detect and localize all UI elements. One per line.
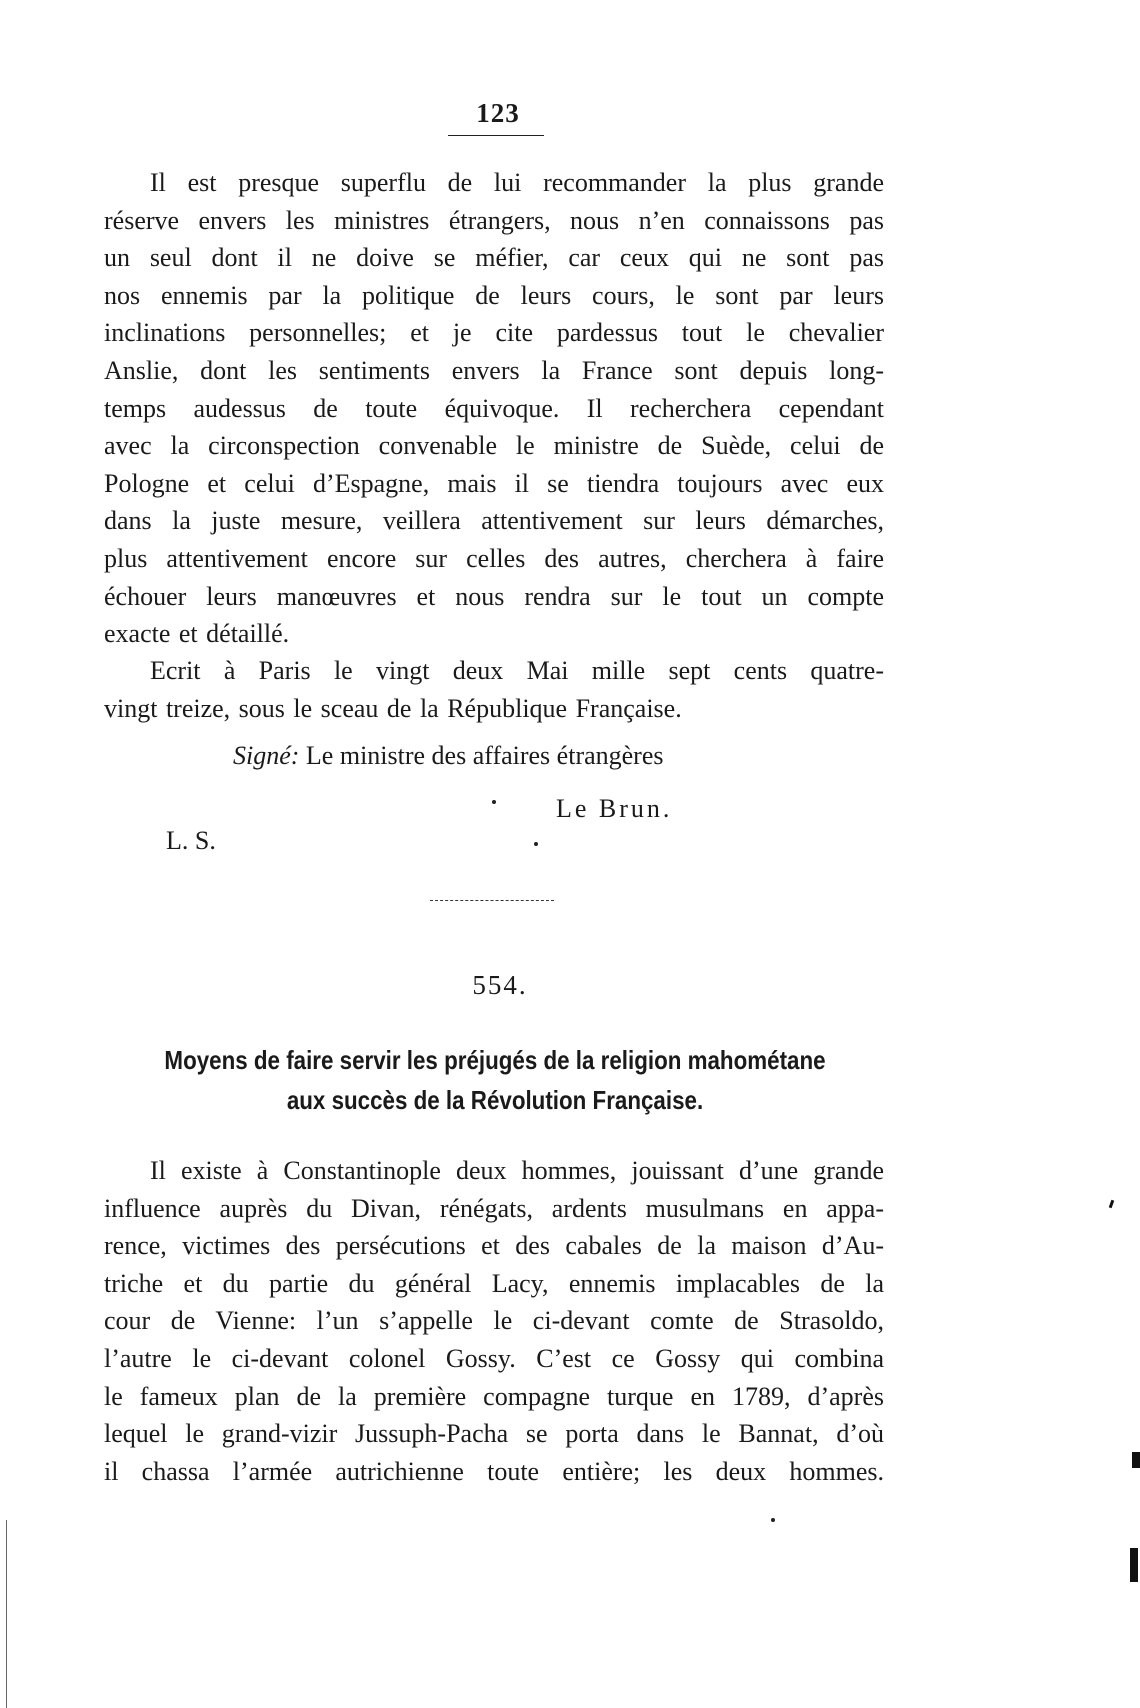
- section-number: 554.: [472, 970, 528, 1000]
- text-line: Ecrit à Paris le vingt deux Mai mille sept cents quatre-: [150, 656, 884, 685]
- paragraph-instructions: [104, 164, 884, 653]
- signature-title: Le ministre des affaires étrangères: [305, 741, 664, 770]
- section-heading-line: aux succès de la Révolution Française.: [286, 1085, 704, 1115]
- text-line: inclinations personnelles; et je cite pardessus tout le chevalier: [104, 318, 884, 348]
- text-line: réserve envers les ministres étrangers, nous n’en connaissons pas: [104, 205, 884, 235]
- page-number: 123: [476, 98, 520, 128]
- ink-dot: [534, 842, 538, 846]
- text-line: avec la circonspection convenable le ministre de Suède, celui de: [104, 431, 884, 461]
- text-line: Il existe à Constantinople deux hommes, jouissant d’une grande: [150, 1156, 884, 1185]
- section-heading: [155, 1040, 834, 1120]
- text-line: temps audessus de toute équivoque. Il recherchera cependant: [104, 393, 884, 423]
- text-line: dans la juste mesure, veillera attentivement sur leurs démarches,: [104, 506, 884, 536]
- seal-mark: L. S.: [166, 826, 216, 855]
- signature-line: [233, 741, 664, 771]
- scan-artifact: [1109, 1200, 1115, 1209]
- text-line: triche et du partie du général Lacy, ennemis implacables de la: [104, 1268, 884, 1298]
- text-line: l’autre le ci-devant colonel Gossy. C’est ce Gossy qui combina: [104, 1343, 884, 1373]
- ink-dot: [771, 1518, 775, 1522]
- section-separator: [430, 900, 554, 901]
- scan-edge-line: [6, 1520, 7, 1708]
- text-line: rence, victimes des persécutions et des cabales de la maison d’Au-: [104, 1231, 884, 1261]
- section-heading-line: Moyens de faire servir les préjugés de la religion mahométane: [164, 1045, 826, 1075]
- text-line: le fameux plan de la première compagne turque en 1789, d’après: [104, 1381, 884, 1411]
- ink-dot: [492, 800, 496, 804]
- text-line: nos ennemis par la politique de leurs cours, le sont par leurs: [104, 280, 884, 310]
- text-line: lequel le grand-vizir Jussuph-Pacha se porta dans le Bannat, d’où: [104, 1419, 884, 1449]
- text-line: Anslie, dont les sentiments envers la France sont depuis long-: [104, 355, 884, 385]
- text-line: vingt treize, sous le sceau de la République Française.: [104, 693, 682, 723]
- paragraph-body: [104, 1152, 884, 1490]
- scan-artifact: [1132, 1452, 1140, 1468]
- text-line: Il est presque superflu de lui recommander la plus grande: [150, 168, 884, 197]
- text-line: un seul dont il ne doive se méfier, car ceux qui ne sont pas: [104, 243, 884, 273]
- text-line: cour de Vienne: l’un s’appelle le ci-devant comte de Strasoldo,: [104, 1306, 884, 1336]
- text-line: il chassa l’armée autrichienne toute entière; les deux hommes.: [104, 1456, 884, 1486]
- text-line: échouer leurs manœuvres et nous rendra sur le tout un compte: [104, 581, 884, 611]
- signature-label: Signé:: [233, 741, 300, 770]
- text-line: plus attentivement encore sur celles des autres, cherchera à faire: [104, 543, 884, 573]
- paragraph-dateline: [104, 652, 884, 727]
- text-line: Pologne et celui d’Espagne, mais il se tiendra toujours avec eux: [104, 468, 884, 498]
- scan-artifact: [1130, 1548, 1138, 1582]
- text-line: influence auprès du Divan, rénégats, ardents musulmans en appa-: [104, 1193, 884, 1223]
- signature-name: Le Brun.: [556, 794, 673, 823]
- page-number-underline: [448, 135, 544, 136]
- text-line: exacte et détaillé.: [104, 619, 290, 649]
